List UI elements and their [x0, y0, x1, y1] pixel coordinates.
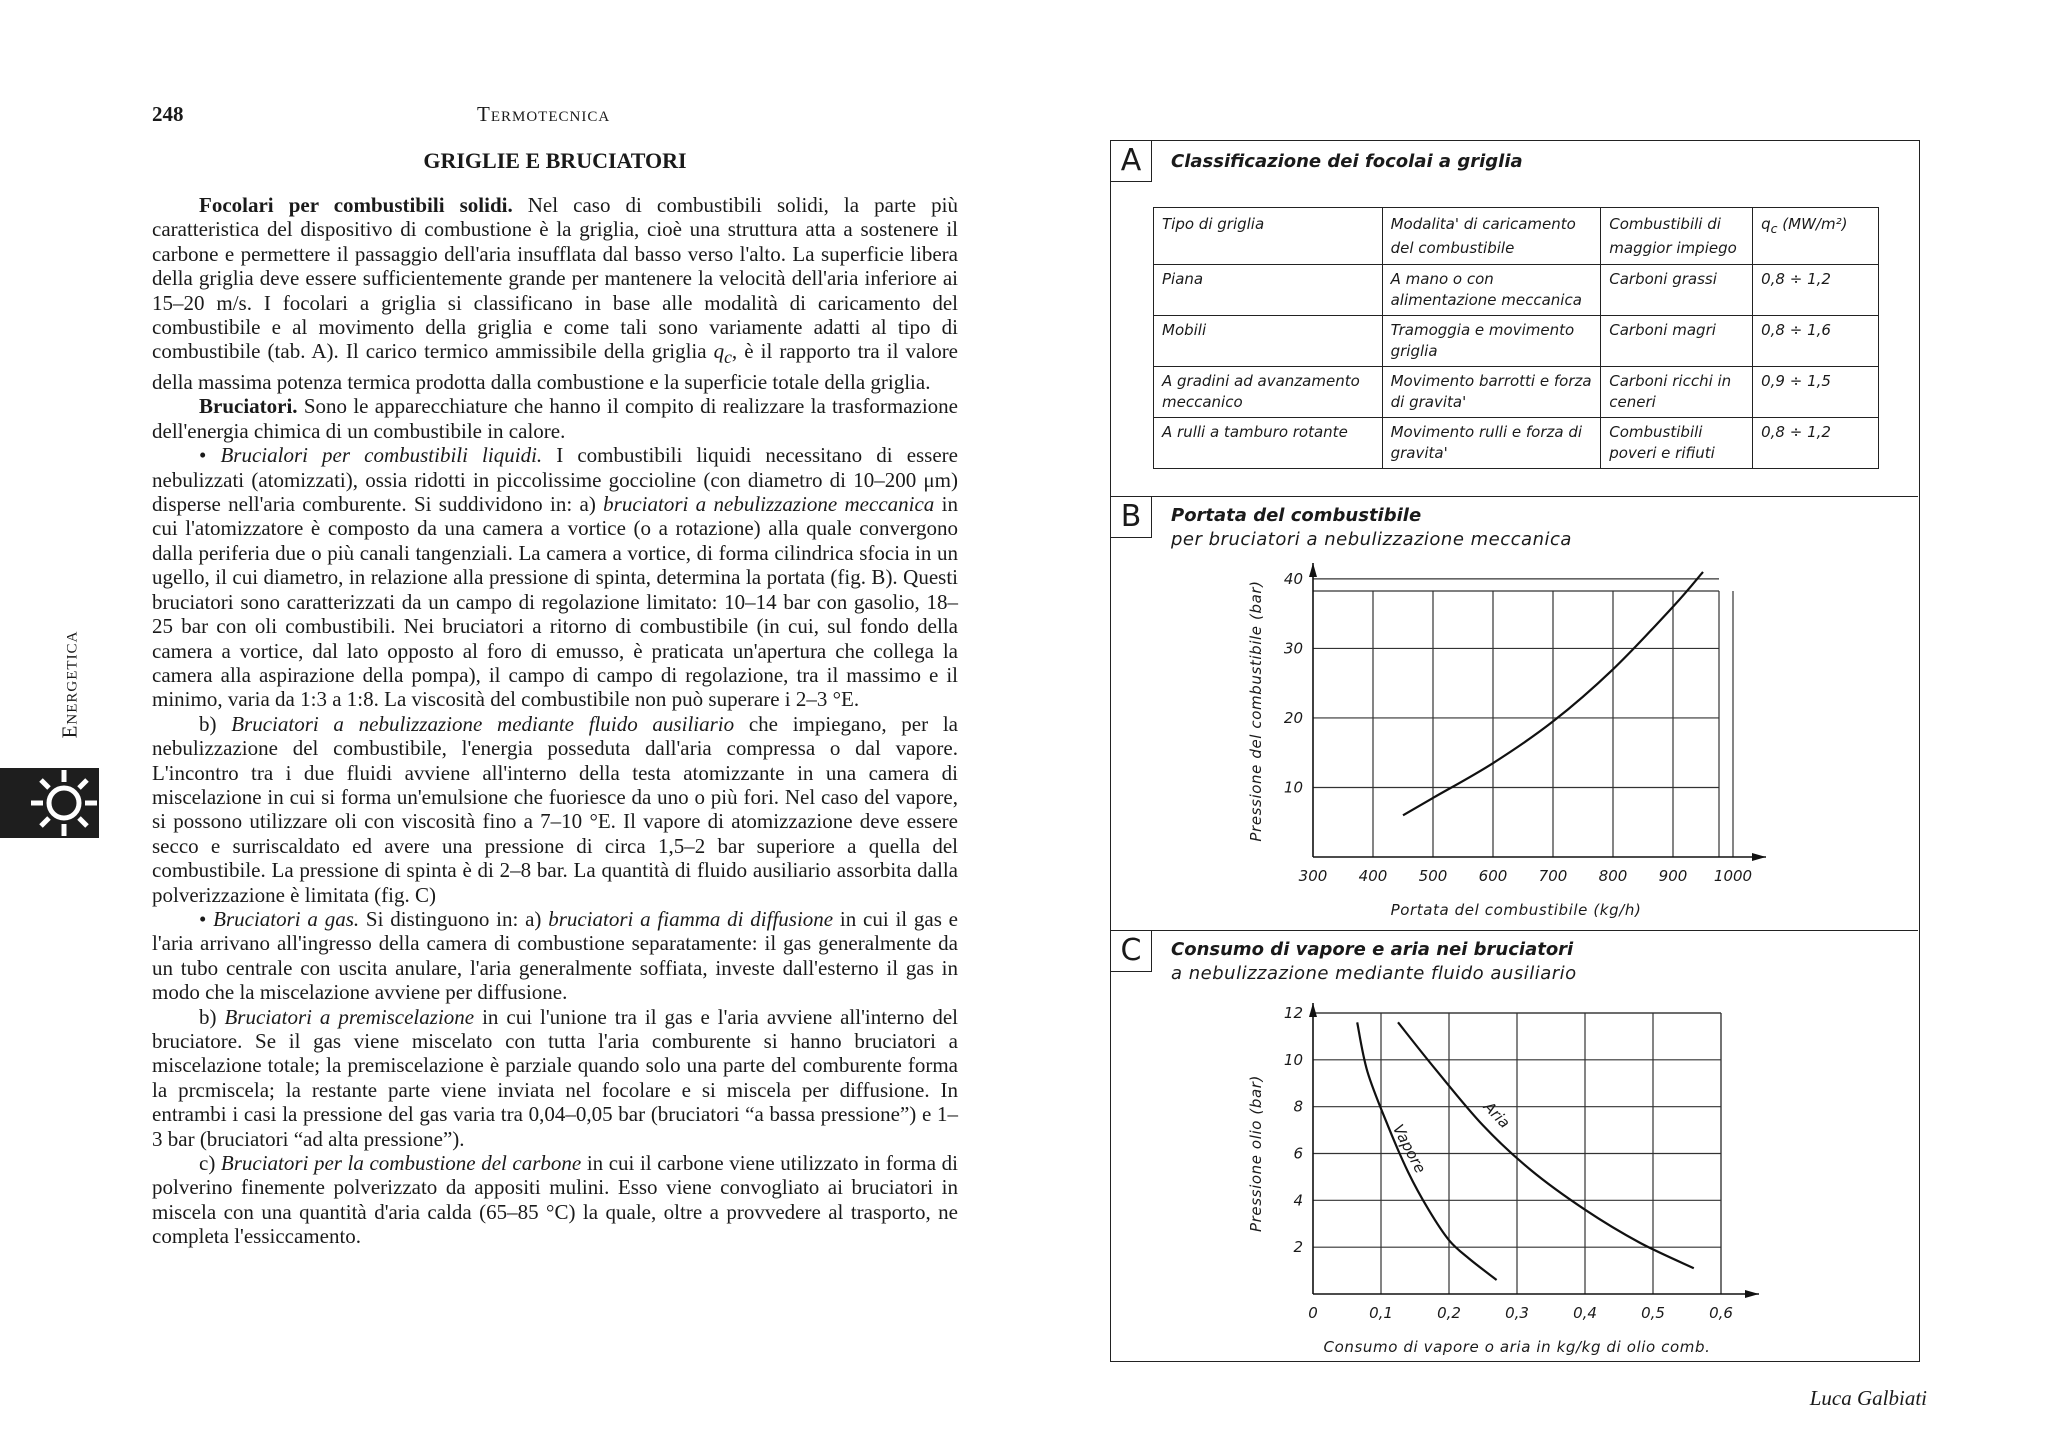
table-cell: Combustibili poveri e rifiuti	[1601, 418, 1753, 469]
x-tick-label: 1000	[1713, 867, 1753, 885]
page-number: 248	[152, 102, 184, 126]
sun-icon	[0, 768, 99, 838]
x-tick-label: 300	[1298, 867, 1328, 885]
table-header-cell: Combustibili di maggior impiego	[1601, 208, 1753, 265]
panel-b-letter: B	[1111, 497, 1152, 538]
paragraph-text: I combustibili liquidi necessitano di essere nebulizzati (atomizzati), ossia ridotti in piccolissime goccioline (con diametro di 10–200 μm) disperse nell'aria comburente. Si suddividono in: a)	[152, 443, 958, 517]
y-axis-label: Pressione olio (bar)	[1247, 1075, 1265, 1232]
table-cell: Movimento barrotti e forza di gravita'	[1382, 367, 1601, 418]
x-tick-label: 400	[1358, 867, 1388, 885]
x-tick-label: 600	[1478, 867, 1508, 885]
section-title: GRIGLIE E BRUCIATORI	[423, 148, 687, 173]
paragraph-heading: Bruciatori a gas.	[213, 906, 360, 931]
emphasis: Bruciatori per la combustione del carbone	[220, 1151, 582, 1176]
body-text	[152, 193, 958, 1249]
table-cell: Carboni ricchi in ceneri	[1601, 367, 1753, 418]
paragraph-text: in cui l'unione tra il gas e l'aria avviene all'interno del bruciatore. Se il gas viene miscelato con tutta l'aria comburente si hanno bruciatori a miscelazione totale; la premiscelazione è parziale quando solo una parte del comburente forma la prcmiscela; la restante parte viene inviata nel focolare e si miscela per diffusione. In entrambi i casi la pressione del gas varia tra 0,04–0,05 bar (bruciatori “a bassa pressione”) e 1–3 bar (bruciatori “ad alta pressione”).	[152, 1004, 958, 1151]
paragraph-text: in cui il carbone viene utilizzato in forma di polverino finemente polverizzato da appositi mulini. Esso viene convogliato ai bruciatori in miscela con una quantità d'aria calda (65–85 °C) la quale, oltre a provvedere al trasporto, ne completa l'essiccamento.	[152, 1151, 958, 1249]
paragraph-heading: Focolari per combustibili solidi.	[199, 193, 513, 217]
paragraph-text: , è il rapporto tra il valore della massima potenza termica prodotta dalla combustione e la superficie totale della griglia.	[152, 339, 959, 395]
series-line-vapore	[1357, 1022, 1496, 1280]
table-cell: A gradini ad avanzamento meccanico	[1154, 367, 1383, 418]
paragraph-text: c)	[199, 1151, 221, 1176]
series-label: Vapore	[1388, 1121, 1430, 1177]
figure-box	[1110, 140, 1920, 1362]
x-tick-label: 700	[1538, 867, 1568, 885]
paragraph-heading: Brucialori per combustibili liquidi.	[220, 443, 543, 468]
paragraph-text: che impiegano, per la nebulizzazione del combustibile, l'energia posseduta dall'aria compressa o dal vapore. L'incontro tra i due fluidi avviene all'interno della testa atomizzante in una camera di miscelazione in cui si forma un'emulsione che fuoriesce da uno o più fori. Nel caso del vapore, si possono utilizzare oli con viscosità fino a 7–10 °E. Il vapore di atomizzazione deve essere secco e surriscaldato ed avere una pressione di circa 1,5–2 bar superiore a quella del combustibile. La pressione di spinta è di 2–8 bar. La quantità di fluido ausiliario assorbita dalla polverizzazione è limitata (fig. C)	[152, 711, 958, 907]
header-q: q	[1761, 215, 1771, 233]
table-cell: A rulli a tamburo rotante	[1154, 418, 1383, 469]
y-tick-label: 2	[1293, 1238, 1303, 1257]
paragraph-text: in cui l'atomizzatore è composto da una camera a vortice (o a rotazione) alla quale convergono dalla periferia due o più canali tangenziali. La camera a vortice, di forma cilindrica sfocia in un ugello, il cui diametro, in relazione alla pressione di spinta, determina la portata (fig. B). Questi bruciatori sono caratterizzati da un campo di regolazione limitato: 10–14 bar con gasolio, 18–25 bar con oli combustibili. Nei bruciatori a ritorno di combustibile (in cui, sul fondo della camera a vortice, dal lato opposto al foro di emusso, è praticata un'apertura che collega la camera alla aspirazione della pompa), il campo di campo di regolazione, tra il massimo e il minimo, varia da 1:3 a 1:8. La viscosità del combustibile non può superare i 2–3 °E.	[152, 492, 958, 712]
table-cell: Piana	[1154, 265, 1383, 316]
y-axis-label: Pressione del combustibile (bar)	[1247, 580, 1265, 842]
x-tick-label: 500	[1418, 867, 1448, 885]
x-axis-label: Consumo di vapore o aria in kg/kg di olio comb.	[1323, 1338, 1711, 1356]
emphasis: Bruciatori a nebulizzazione mediante fluido ausiliario	[231, 711, 735, 736]
paragraph-text: Nel caso di combustibili solidi, la parte più caratteristica del dispositivo di combustione è la griglia, cioè una struttura atta a sostenere il carbone e permettere il passaggio dell'aria insufflata dal basso verso l'alto. La superficie libera della griglia deve essere sufficientemente grande per mantenere la velocità dell'aria inferiore ai 15–20 m/s. I focolari a griglia si classificano in base alle modalità di caricamento del combustibile e al movimento della griglia e come tali sono variamente adatti al tipo di combustibile (tab. A). Il carico termico ammissibile della griglia	[152, 193, 958, 364]
table-cell: A mano o con alimentazione meccanica	[1382, 265, 1601, 316]
x-tick-label: 0,4	[1573, 1304, 1597, 1322]
bullet: •	[199, 443, 221, 468]
paragraph-text: b)	[199, 711, 232, 736]
paragraph-heading: Bruciatori.	[199, 394, 298, 419]
table-cell: 0,9 ÷ 1,5	[1753, 367, 1879, 418]
x-tick-label: 0	[1308, 1304, 1318, 1322]
y-tick-label: 12	[1283, 1004, 1303, 1022]
panel-a-letter: A	[1111, 141, 1152, 182]
paragraph-focolari	[152, 193, 958, 394]
paragraph-text: b)	[199, 1004, 225, 1029]
panel-b-subtitle: per bruciatori a nebulizzazione meccanica	[1171, 529, 1572, 550]
paragraph-text: Si distinguono in: a)	[359, 906, 549, 931]
paragraph-premiscelazione	[152, 1005, 958, 1151]
x-tick-label: 0,1	[1369, 1304, 1393, 1322]
paragraph-carbone	[152, 1151, 958, 1249]
y-tick-label: 8	[1293, 1097, 1303, 1116]
paragraph-liquidi	[152, 443, 958, 711]
y-tick-label: 40	[1283, 569, 1303, 588]
table-cell: Tramoggia e movimento griglia	[1382, 316, 1601, 367]
author-signature: Luca Galbiati	[1809, 1386, 1927, 1410]
chart-c	[1111, 141, 1918, 1361]
bullet: •	[199, 906, 214, 931]
table-cell: Mobili	[1154, 316, 1383, 367]
emphasis: Bruciatori a premiscelazione	[224, 1004, 475, 1029]
table-cell: 0,8 ÷ 1,2	[1753, 418, 1879, 469]
y-tick-label: 6	[1293, 1144, 1303, 1163]
header-q-subscript: c	[1770, 221, 1778, 236]
y-tick-label: 20	[1283, 708, 1303, 727]
table-cell: 0,8 ÷ 1,6	[1753, 316, 1879, 367]
header-q-unit: (MW/m²)	[1777, 215, 1848, 233]
paragraph-gas	[152, 907, 958, 1005]
y-tick-label: 10	[1283, 1050, 1303, 1069]
table-cell: Carboni magri	[1601, 316, 1753, 367]
x-axis-label: Portata del combustibile (kg/h)	[1390, 901, 1642, 919]
x-tick-label: 0,3	[1505, 1304, 1529, 1322]
series-label: Aria	[1479, 1097, 1514, 1132]
panel-c-subtitle: a nebulizzazione mediante fluido ausiliario	[1171, 963, 1577, 984]
symbol-q-subscript: c	[724, 347, 732, 368]
paragraph-fluido-ausiliario	[152, 712, 958, 907]
y-tick-label: 4	[1293, 1191, 1303, 1210]
side-tab	[0, 768, 99, 838]
panel-b-title: Portata del combustibile	[1171, 505, 1422, 526]
table-header-cell: Tipo di griglia	[1154, 208, 1383, 265]
x-tick-label: 900	[1658, 867, 1688, 885]
emphasis: bruciatori a nebulizzazione meccanica	[603, 492, 935, 517]
chart-group	[1247, 1003, 1759, 1356]
side-label	[50, 620, 90, 760]
emphasis: bruciatori a fiamma di diffusione	[548, 906, 834, 931]
table-cell: 0,8 ÷ 1,2	[1753, 265, 1879, 316]
panel-a-title: Classificazione dei focolai a griglia	[1171, 151, 1523, 172]
y-tick-label: 30	[1283, 639, 1303, 658]
paragraph-text: in cui il gas e l'aria arrivano all'ingresso della camera di combustione separatamente: il gas generalmente da un tubo centrale con uscita anulare, l'aria generalmente soffiata, investe dall'esterno il gas in modo che la miscelazione avviene per diffusione.	[152, 906, 958, 1005]
paragraph-bruciatori	[152, 394, 958, 443]
table-cell: Movimento rulli e forza di gravita'	[1382, 418, 1601, 469]
y-axis-arrow	[1309, 1003, 1317, 1017]
table-cell: Carboni grassi	[1601, 265, 1753, 316]
x-tick-label: 800	[1598, 867, 1628, 885]
x-tick-label: 0,5	[1641, 1304, 1665, 1322]
running-title: Termotecnica	[477, 102, 611, 126]
panel-c-title: Consumo di vapore e aria nei bruciatori	[1171, 939, 1574, 960]
symbol-q: q	[713, 339, 725, 364]
paragraph-text: Sono le apparecchiature che hanno il compito di realizzare la trasformazione dell'energia chimica di un combustibile in calore.	[152, 394, 958, 443]
table-header-cell: Modalita' di caricamento del combustibile	[1382, 208, 1601, 265]
x-tick-label: 0,6	[1709, 1304, 1733, 1322]
side-label-text: Energetica	[57, 630, 82, 739]
y-tick-label: 10	[1283, 778, 1303, 797]
panel-c-letter: C	[1111, 931, 1152, 972]
x-axis-arrow	[1745, 1290, 1759, 1298]
x-tick-label: 0,2	[1437, 1304, 1461, 1322]
